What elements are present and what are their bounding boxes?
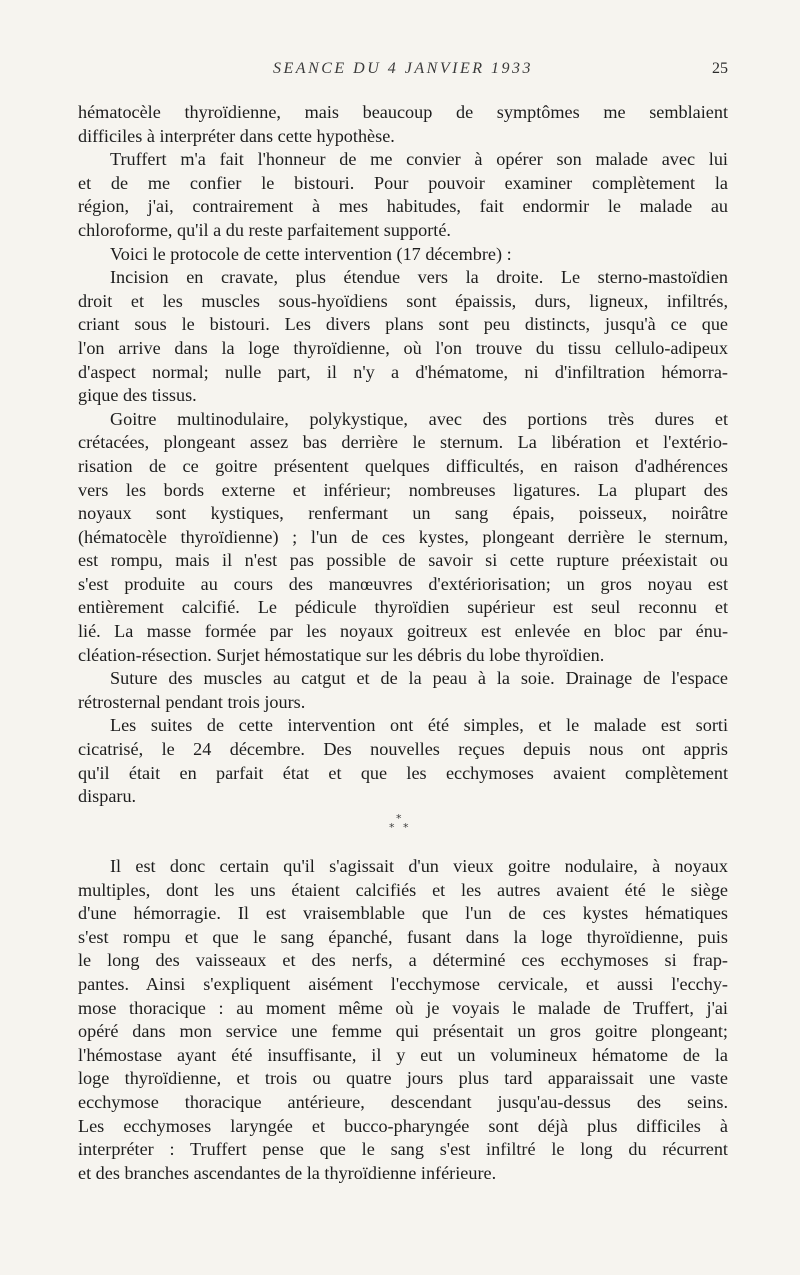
paragraph (78, 408, 728, 668)
paragraph (78, 266, 728, 408)
text-line: gique des tissus. (78, 385, 197, 406)
text-line: Goitre multinodulaire, polykystique, avec des portions très dures et (110, 408, 728, 429)
text-line: mose thoracique : au moment même où je voyais le malade de Truffert, j'ai (78, 997, 728, 1018)
text-line: chloroforme, qu'il a du reste parfaitement supporté. (78, 219, 451, 240)
text-line: d'une hémorragie. Il est vraisemblable que l'un de ces kystes hématiques (78, 903, 728, 924)
text-line: pantes. Ainsi s'expliquent aisément l'ecchymose cervicale, et aussi l'ecchy- (78, 973, 728, 994)
text-line: et de me confier le bistouri. Pour pouvoir examiner complètement la (78, 172, 728, 193)
text-line: risation de ce goitre présentent quelques difficultés, en raison d'adhérences (78, 455, 728, 476)
body-text-top (78, 101, 728, 809)
text-line: et des branches ascendantes de la thyroïdienne inférieure. (78, 1162, 497, 1183)
paragraph (78, 243, 728, 267)
paragraph (78, 148, 728, 242)
text-line: Truffert m'a fait l'honneur de me convier à opérer son malade avec lui (110, 149, 728, 170)
text-line: crétacées, plongeant assez bas derrière le sternum. La libération et l'extério- (78, 432, 728, 453)
asterism-star-top: * (396, 812, 402, 825)
text-line: vers les bords externe et inférieur; nombreuses ligatures. La plupart des (78, 479, 728, 500)
text-line: interpréter : Truffert pense que le sang s'est infiltré le long du récurrent (78, 1139, 728, 1160)
text-line: droit et les muscles sous-hyoïdiens sont épaissis, durs, ligneux, infiltrés, (78, 290, 728, 311)
text-line: difficiles à interpréter dans cette hypothèse. (78, 125, 395, 146)
running-title: SEANCE DU 4 JANVIER 1933 (273, 60, 533, 77)
text-line: Il est donc certain qu'il s'agissait d'un vieux goitre nodulaire, à noyaux (110, 856, 728, 876)
text-line: Suture des muscles au catgut et de la peau à la soie. Drainage de l'espace (110, 668, 728, 689)
paragraph (78, 667, 728, 714)
text-line: l'hémostase ayant été insuffisante, il y eut un volumineux hématome de la (78, 1044, 728, 1065)
text-line: qu'il était en parfait état et que les ecchymoses avaient complètement (78, 762, 728, 783)
text-line: cléation-résection. Surjet hémostatique sur les débris du lobe thyroïdien. (78, 644, 605, 665)
asterism-star-right: * (403, 821, 409, 834)
text-line: lié. La masse formée par les noyaux goitreux est enlevée en bloc par énu- (78, 621, 728, 642)
paragraph (78, 101, 728, 148)
text-line: Les suites de cette intervention ont été simples, et le malade est sorti (110, 715, 728, 736)
text-line: disparu. (78, 786, 137, 807)
text-line: Voici le protocole de cette intervention (17 décembre) : (110, 243, 512, 264)
asterism-star-left: * (389, 821, 395, 834)
text-line: ecchymose thoracique antérieure, descendant jusqu'au-dessus des seins. (78, 1091, 728, 1112)
text-line: d'aspect normal; nulle part, il n'y a d'hématome, ni d'infiltration hémorra- (78, 361, 728, 382)
text-line: noyaux sont kystiques, renfermant un sang épais, poisseux, noirâtre (78, 503, 728, 524)
body-text-bottom (78, 855, 728, 1185)
text-line: le long des vaisseaux et des nerfs, a déterminé ces ecchymoses si frap- (78, 950, 728, 971)
page-number: 25 (712, 60, 728, 77)
paragraph (78, 855, 728, 1185)
text-line: criant sous le bistouri. Les divers plans sont peu distincts, jusqu'à ce que (78, 314, 728, 335)
text-line: hématocèle thyroïdienne, mais beaucoup de symptômes me semblaient (78, 102, 728, 122)
text-line: s'est rompu et que le sang épanché, fusant dans la loge thyroïdienne, puis (78, 926, 728, 947)
text-line: loge thyroïdienne, et trois ou quatre jours plus tard apparaissait une vaste (78, 1068, 728, 1089)
text-line: région, j'ai, contrairement à mes habitudes, fait endormir le malade au (78, 196, 728, 217)
text-line: Incision en cravate, plus étendue vers la droite. Le sterno-mastoïdien (110, 267, 728, 288)
text-line: entièrement calcifié. Le pédicule thyroïdien supérieur est seul reconnu et (78, 597, 728, 618)
paragraph (78, 714, 728, 808)
text-line: s'est produite au cours des manœuvres d'extériorisation; un gros noyau est (78, 573, 728, 594)
section-asterism (380, 812, 420, 838)
running-header (78, 60, 728, 84)
text-line: est rompu, mais il n'est pas possible de savoir si cette rupture préexistait ou (78, 550, 728, 571)
text-line: (hématocèle thyroïdienne) ; l'un de ces kystes, plongeant derrière le sternum, (78, 526, 728, 547)
text-line: rétrosternal pendant trois jours. (78, 691, 306, 712)
text-line: l'on arrive dans la loge thyroïdienne, où l'on trouve du tissu cellulo-adipeux (78, 337, 728, 358)
text-line: opéré dans mon service une femme qui présentait un gros goitre plongeant; (78, 1021, 728, 1042)
text-line: multiples, dont les uns étaient calcifiés et les autres avaient été le siège (78, 879, 728, 900)
text-line: Les ecchymoses laryngée et bucco-pharyngée sont déjà plus difficiles à (78, 1115, 728, 1136)
text-line: cicatrisé, le 24 décembre. Des nouvelles reçues depuis nous ont appris (78, 739, 728, 760)
